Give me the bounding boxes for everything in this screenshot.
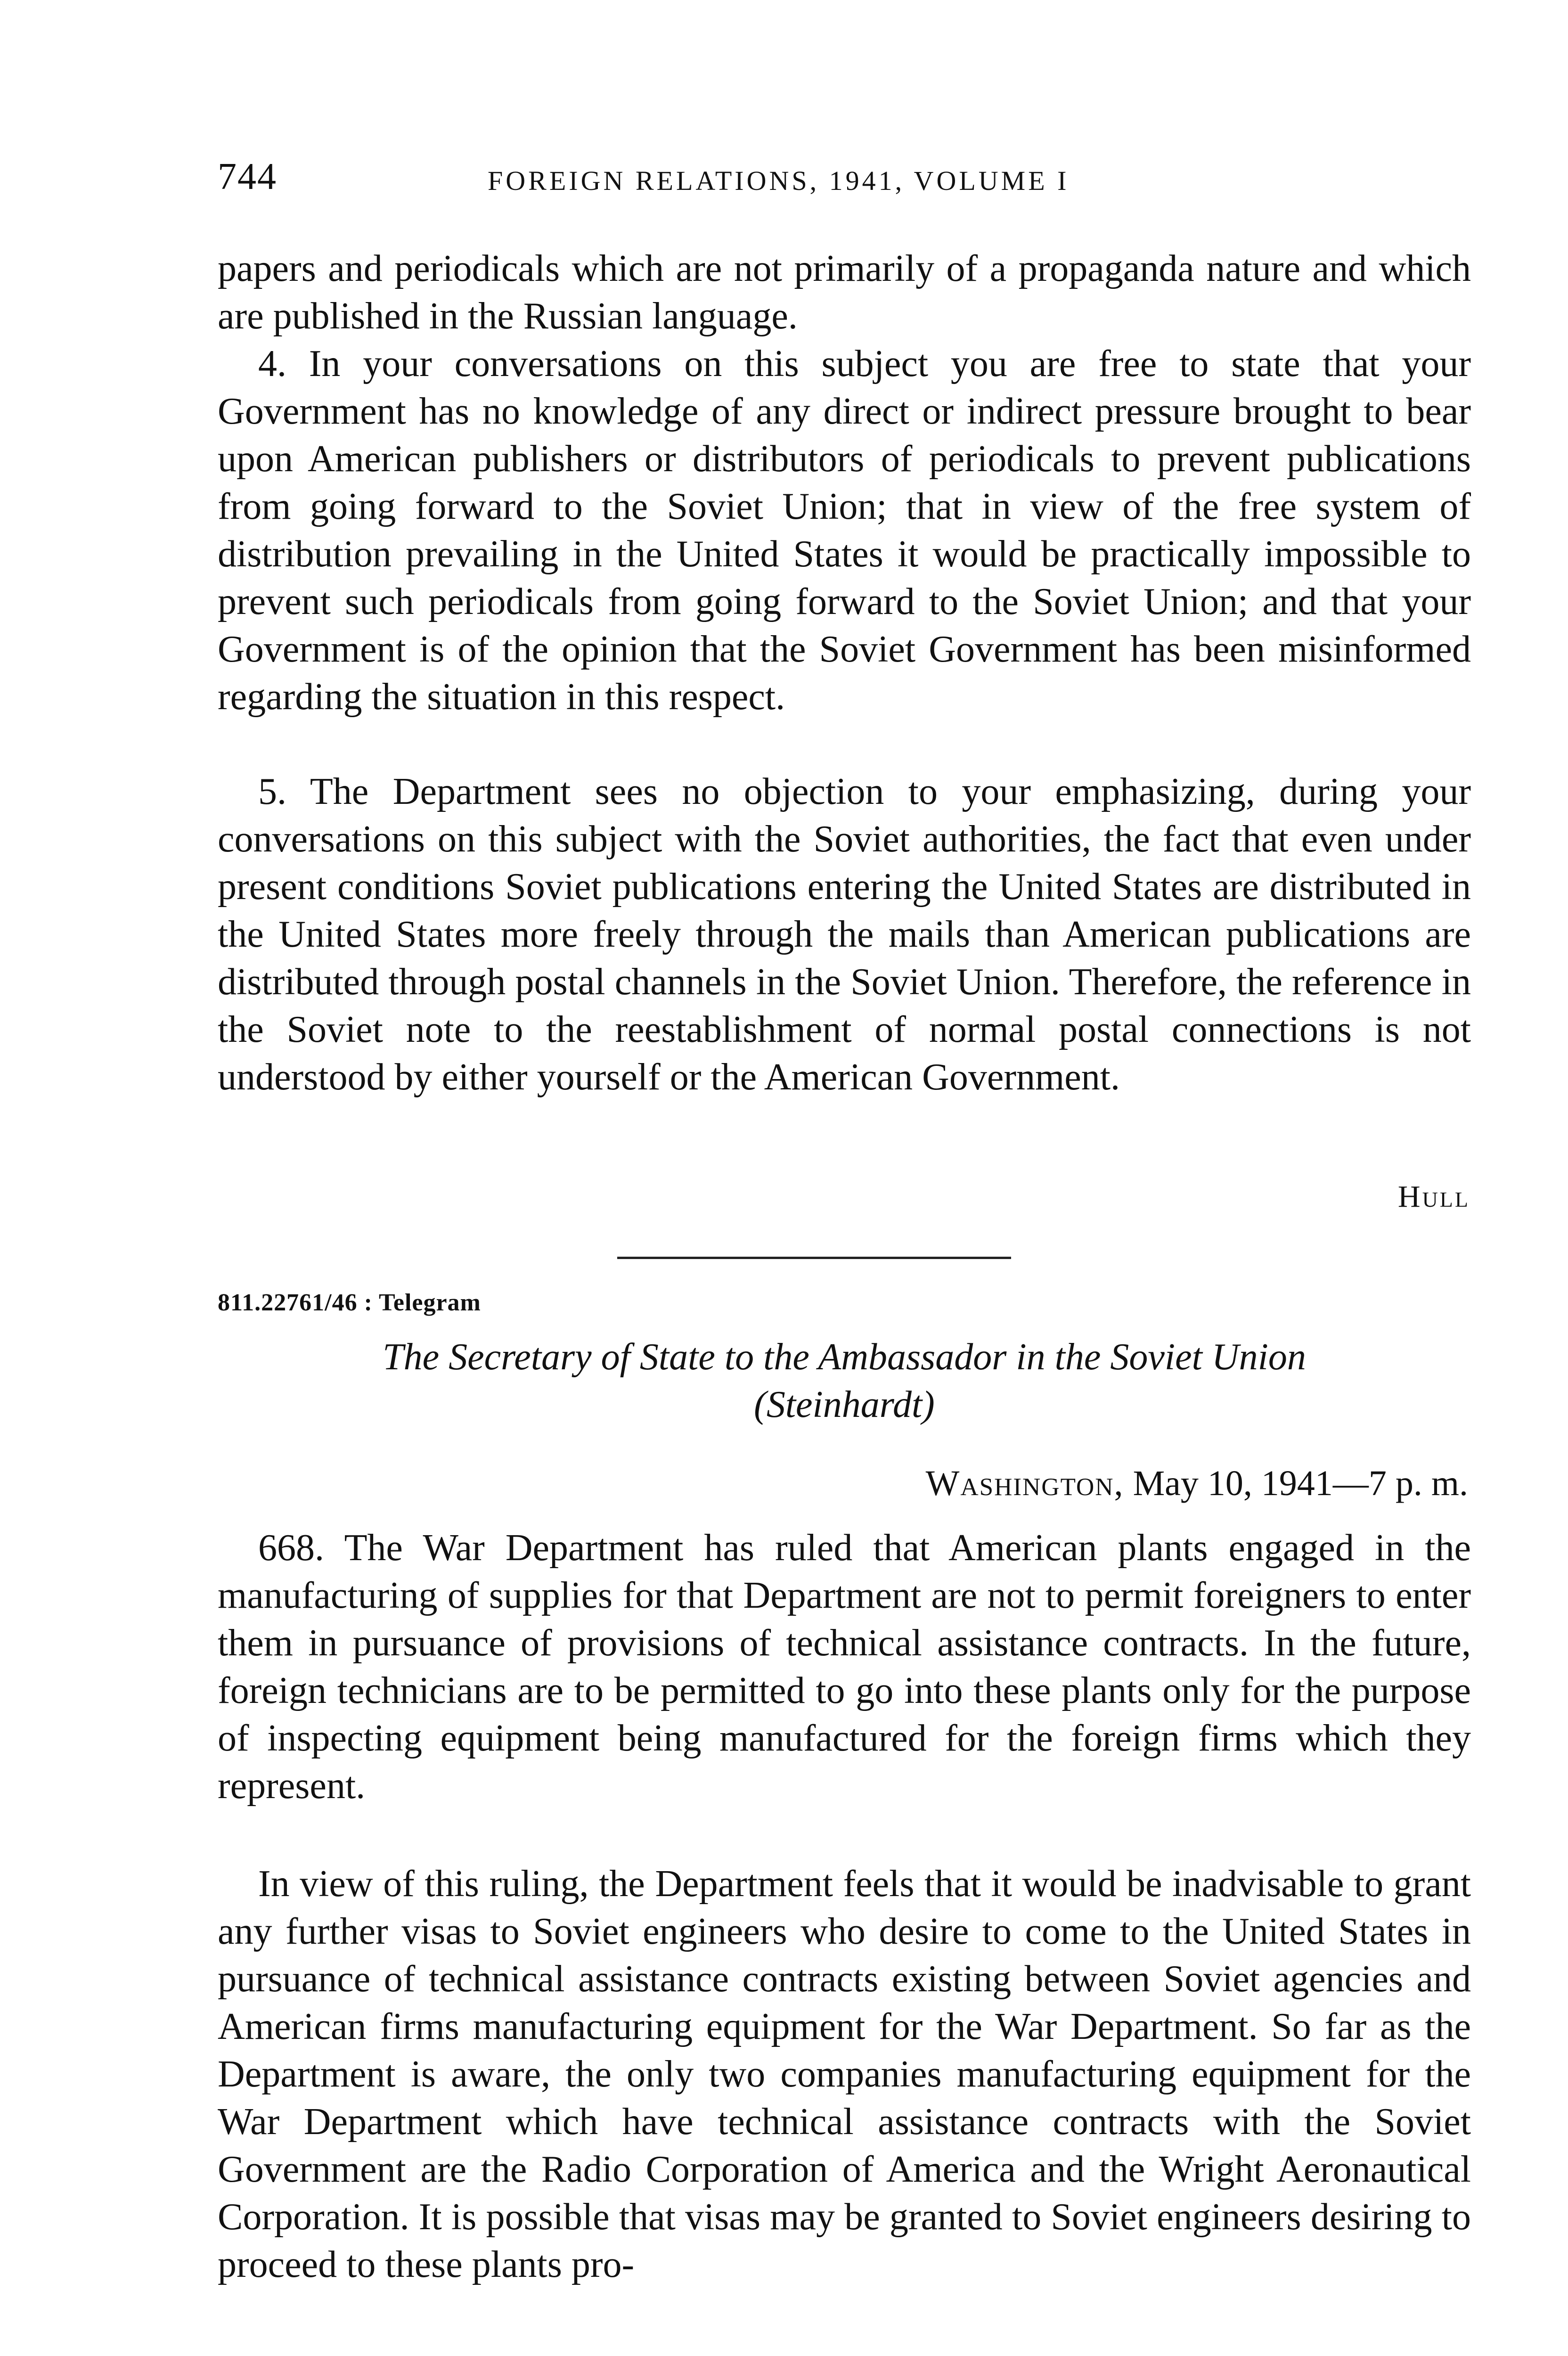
heading-line-1: The Secretary of State to the Ambassador in the Soviet Union bbox=[383, 1336, 1306, 1378]
paragraph-668: 668. The War Department has ruled that American plants engaged in the manufacturing of supplies for that Department are not to permit foreigners to enter them in pursuance of provisions of technical assistance contracts. In the future, foreign technicians are to be permitted to go into these plants only for the purpose of inspecting equipment being manufactured for the foreign firms which they represent. bbox=[218, 1527, 1471, 1807]
paragraph-5: 5. The Department sees no objection to your emphasizing, during your conversations on this subject with the Soviet authorities, the fact that even under present conditions Soviet publications entering the United States are distributed in the United States more freely through the mails than American publications are distributed through postal channels in the Soviet Union. Therefore, the reference in the Soviet note to the reestablishment of normal postal connections is not understood by either yourself or the American Government. bbox=[218, 771, 1471, 1098]
paragraph-4: 4. In your conversations on this subject you are free to state that your Government has no knowledge of any direct or indirect pressure brought to bear upon American publishers or distributors of periodicals to prevent publications from going forward to the Soviet Union; that in view of the free system of distribution prevailing in the United States it would be practically impossible to prevent such periodicals from going forward to the Soviet Union; and that your Government is of the opinion that the Soviet Government has been misinformed regarding the situation in this respect. bbox=[218, 343, 1471, 718]
heading-line-2: (Steinhardt) bbox=[754, 1384, 935, 1425]
paragraph-continued: papers and periodicals which are not primarily of a propaganda nature and which are published in the Russian language. bbox=[218, 248, 1471, 337]
section-divider bbox=[617, 1257, 1011, 1259]
signature-hull: Hull bbox=[1397, 1179, 1470, 1214]
dateline-date: May 10, 1941—7 p. m. bbox=[1133, 1464, 1468, 1503]
document-heading bbox=[218, 1333, 1471, 1429]
paragraph-ruling: In view of this ruling, the Department feels that it would be inadvisable to grant any further visas to Soviet engineers who desire to come to the United States in pursuance of technical assistance contracts existing between Soviet agencies and American firms manufacturing equipment for the War Department. So far as the Department is aware, the only two companies manufacturing equipment for the War Department which have technical assistance contracts with the Soviet Government are the Radio Corporation of America and the Wright Aeronautical Corporation. It is possible that visas may be granted to Soviet engineers desiring to proceed to these plants pro- bbox=[218, 1863, 1471, 2285]
page-number: 744 bbox=[218, 156, 277, 197]
running-head: FOREIGN RELATIONS, 1941, VOLUME I bbox=[488, 165, 1070, 196]
dateline bbox=[926, 1465, 1468, 1501]
document-reference: 811.22761/46 : Telegram bbox=[218, 1289, 481, 1316]
dateline-place: Washington, bbox=[925, 1464, 1124, 1503]
